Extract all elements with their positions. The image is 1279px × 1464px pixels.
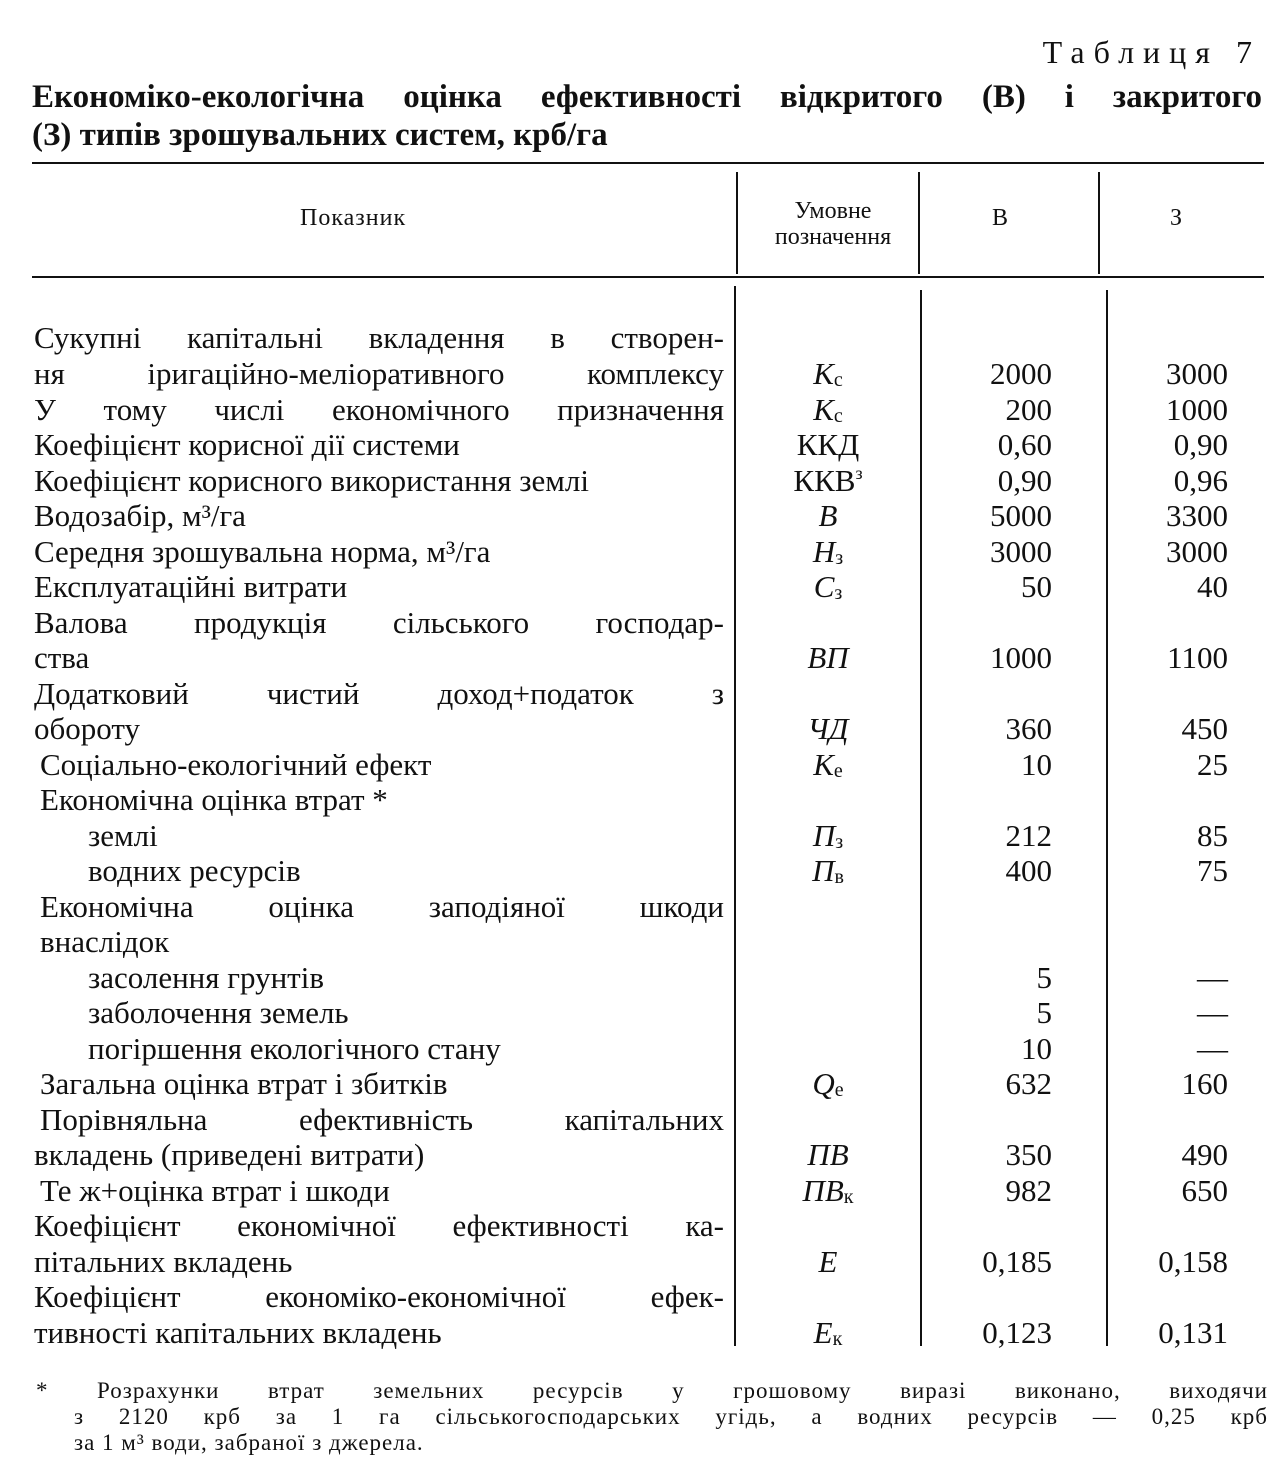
table-row [0, 1315, 1279, 1351]
closed-value: — [1197, 960, 1228, 995]
indicator-text: засолення грунтів [88, 960, 324, 995]
indicator-text: Загальна оцінка втрат і збитків [40, 1066, 448, 1101]
table-row [0, 1137, 1279, 1173]
header-bottom-rule [32, 276, 1264, 278]
closed-value: 490 [1181, 1137, 1228, 1172]
open-value: 10 [1021, 747, 1052, 782]
open-value: 1000 [990, 640, 1052, 675]
table-row [0, 1208, 1279, 1244]
open-value: 50 [1021, 569, 1052, 604]
table-row [0, 853, 1279, 889]
closed-value: 3000 [1166, 534, 1228, 569]
symbol-cell: $П_з$ [812, 818, 844, 853]
indicator-text: ства [34, 640, 90, 675]
table-row [0, 782, 1279, 818]
closed-value: 650 [1181, 1173, 1228, 1208]
table-row [0, 1031, 1279, 1067]
indicator-text: заболочення земель [88, 995, 349, 1030]
indicator-text: водних ресурсів [88, 853, 301, 888]
open-value: 0,60 [997, 427, 1052, 462]
indicator-text: Сукупні капітальні вкладення в створен- [34, 320, 724, 355]
symbol-cell: ВП [807, 640, 849, 675]
closed-value: 1000 [1166, 392, 1228, 427]
closed-value: — [1197, 1031, 1228, 1066]
table-row [0, 676, 1279, 712]
closed-value: 0,90 [1173, 427, 1228, 462]
open-value: 3000 [990, 534, 1052, 569]
closed-value: 3000 [1166, 356, 1228, 391]
symbol-cell: $ПВ_к$ [802, 1173, 854, 1208]
open-value: 360 [1005, 711, 1052, 746]
indicator-text: Коефіцієнт корисної дії системи [34, 427, 460, 462]
open-value: 0,123 [982, 1315, 1052, 1350]
table-row [0, 1066, 1279, 1102]
header-open: В [992, 205, 1009, 231]
indicator-text: тивності капітальних вкладень [34, 1315, 442, 1350]
footnote-line-2: з 2120 крб за 1 га сільськогосподарських угідь, а водних ресурсів — 0,25 крб [74, 1404, 1268, 1429]
title-line-1: Економіко-екологічна оцінка ефективності відкритого (В) і закритого [32, 79, 1262, 115]
indicator-text: ня іригаційно-меліоративного комплексу [34, 356, 724, 391]
table-row [0, 534, 1279, 570]
symbol-cell: Е [818, 1244, 838, 1279]
indicator-text: внаслідок [40, 924, 170, 959]
table-row [0, 818, 1279, 854]
header-divider-1 [736, 172, 738, 274]
closed-value: 40 [1197, 569, 1228, 604]
table-row [0, 569, 1279, 605]
closed-value: 85 [1197, 818, 1228, 853]
table-row [0, 1102, 1279, 1138]
open-value: 5 [1036, 995, 1052, 1030]
open-value: 632 [1005, 1066, 1052, 1101]
table-label: Таблиця 7 [1042, 34, 1261, 70]
indicator-text: Порівняльна ефективність капітальних [40, 1102, 724, 1137]
table-row [0, 1279, 1279, 1315]
symbol-cell: $С_з$ [813, 569, 843, 604]
closed-value: 0,131 [1158, 1315, 1228, 1350]
indicator-text: Водозабір, м³/га [34, 498, 246, 533]
open-value: 212 [1005, 818, 1052, 853]
table-row [0, 747, 1279, 783]
closed-value: 450 [1181, 711, 1228, 746]
indicator-text: вкладень (приведені витрати) [34, 1137, 425, 1172]
open-value: 982 [1005, 1173, 1052, 1208]
table-row [0, 427, 1279, 463]
open-value: 0,90 [997, 463, 1052, 498]
closed-value: 3300 [1166, 498, 1228, 533]
title-line-2: (З) типів зрошувальних систем, крб/га [32, 117, 608, 153]
table-row [0, 640, 1279, 676]
header-symbol [745, 198, 921, 250]
open-value: 200 [1005, 392, 1052, 427]
indicator-text: Валова продукція сільського господар- [34, 605, 724, 640]
closed-value: 1100 [1167, 640, 1228, 675]
open-value: 5000 [990, 498, 1052, 533]
table-row [0, 320, 1279, 356]
indicator-text: погіршення екологічного стану [88, 1031, 501, 1066]
closed-value: 0,158 [1158, 1244, 1228, 1279]
symbol-cell: $П_в$ [812, 853, 844, 888]
indicator-text: пітальних вкладень [34, 1244, 293, 1279]
closed-value: 25 [1197, 747, 1228, 782]
header-indicator: Показник [300, 205, 407, 231]
symbol-cell: $К_с$ [813, 356, 843, 391]
indicator-text: Коефіцієнт економічної ефективності ка- [34, 1208, 724, 1243]
symbol-cell: ККД [796, 427, 860, 462]
table-row [0, 392, 1279, 428]
symbol-cell: В [818, 498, 838, 533]
indicator-text: Економічна оцінка втрат * [40, 782, 388, 817]
closed-value: 0,96 [1173, 463, 1228, 498]
table-row [0, 498, 1279, 534]
indicator-text: Коефіцієнт корисного використання землі [34, 463, 590, 498]
table-row [0, 463, 1279, 499]
table-row [0, 605, 1279, 641]
header-closed: З [1170, 205, 1183, 231]
symbol-cell: $К_с$ [813, 392, 843, 427]
symbol-cell: $Q_е$ [812, 1066, 844, 1101]
indicator-text: обороту [34, 711, 141, 746]
indicator-text: Експлуатаційні витрати [34, 569, 348, 604]
symbol-cell: $Н_з$ [812, 534, 844, 569]
open-value: 5 [1036, 960, 1052, 995]
open-value: 0,185 [982, 1244, 1052, 1279]
indicator-text: Соціально-екологічний ефект [40, 747, 432, 782]
indicator-text: Економічна оцінка заподіяної шкоди [40, 889, 724, 924]
symbol-cell: $ККВ^з$ [793, 463, 863, 498]
open-value: 350 [1005, 1137, 1052, 1172]
footnote [36, 1378, 1268, 1456]
closed-value: 160 [1181, 1066, 1228, 1101]
header-symbol-line-2: позначення [774, 224, 892, 250]
open-value: 400 [1005, 853, 1052, 888]
indicator-text: Коефіцієнт економіко-економічної ефек- [34, 1279, 724, 1314]
header-symbol-line-1: Умовне [794, 198, 872, 224]
indicator-text: землі [88, 818, 158, 853]
footnote-line-1: * Розрахунки втрат земельних ресурсів у грошовому виразі виконано, виходячи [36, 1378, 1268, 1403]
open-value: 2000 [990, 356, 1052, 391]
table-row [0, 711, 1279, 747]
table-row [0, 995, 1279, 1031]
closed-value: — [1197, 995, 1228, 1030]
table-row [0, 356, 1279, 392]
indicator-text: Те ж+оцінка втрат і шкоди [40, 1173, 390, 1208]
indicator-text: У тому числі економічного призначення [34, 392, 724, 427]
table-row [0, 1173, 1279, 1209]
header-divider-3 [1098, 172, 1100, 274]
symbol-cell: $К_е$ [813, 747, 843, 782]
table-row [0, 960, 1279, 996]
table-row [0, 889, 1279, 925]
symbol-cell: $Е_к$ [813, 1315, 843, 1350]
closed-value: 75 [1197, 853, 1228, 888]
table-row [0, 924, 1279, 960]
indicator-text: Середня зрошувальна норма, м³/га [34, 534, 491, 569]
table-title [32, 78, 1262, 154]
open-value: 10 [1021, 1031, 1052, 1066]
symbol-cell: ЧД [807, 711, 849, 746]
table-row [0, 1244, 1279, 1280]
symbol-cell: ПВ [807, 1137, 849, 1172]
footnote-line-3: за 1 м³ води, забраної з джерела. [74, 1430, 424, 1455]
table-top-rule [32, 162, 1264, 164]
indicator-text: Додатковий чистий доход+податок з [34, 676, 724, 711]
